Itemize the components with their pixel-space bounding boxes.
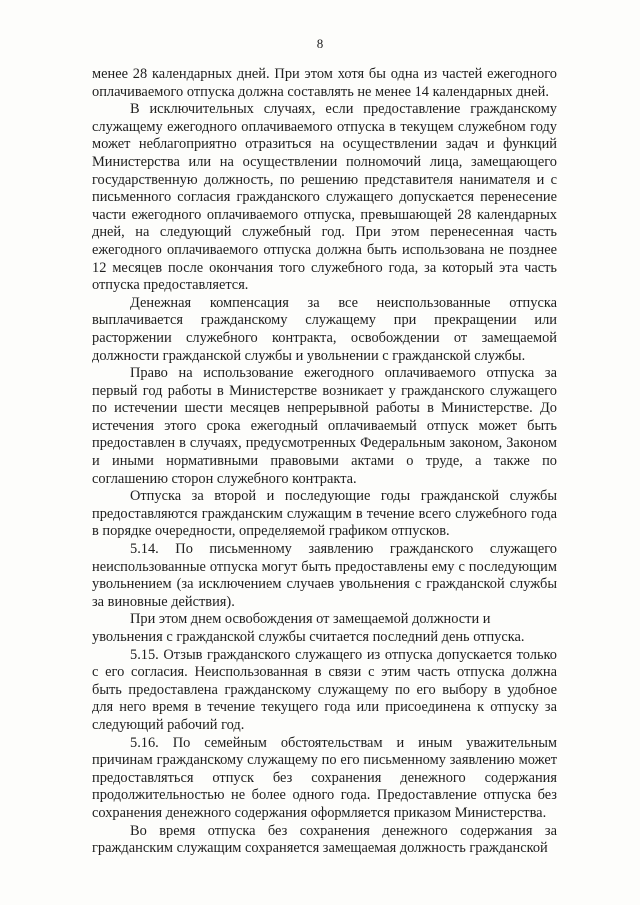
paragraph-transfer-of-leave: В исключительных случаях, если предоставление гражданскому служащему ежегодного оплачиваемого отпуска в текущем служебном году может неблагоприятно отразиться на осуществлении задач и функций Министерства или на осуществлении полномочий лица, замещающего государственную должность, по решению представителя нанимателя и с письменного согласия гражданского служащего допускается перенесение части ежегодного оплачиваемого отпуска, превышающей 28 календарных дней, на следующий служебный год. При этом перенесенная часть ежегодного оплачиваемого отпуска должна быть использована не позднее 12 месяцев после окончания того служебного года, за который эта часть отпуска предоставляется. (92, 101, 557, 294)
paragraph-release-day-line-1: При этом днем освобождения от замещаемой должности и (130, 611, 491, 628)
paragraph-first-year-leave: Право на использование ежегодного оплачиваемого отпуска за первый год работы в Министерстве возникает у гражданского служащего по истечении шести месяцев непрерывной работы в Министерстве. До истечения этого срока ежегодный оплачиваемый отпуск может быть предоставлен в случаях, предусмотренных Федеральным законом, Законом и иными нормативными правовыми актами о труде, а также по соглашению сторон служебного контракта. (92, 365, 557, 487)
paragraph-5-15: 5.15. Отзыв гражданского служащего из отпуска допускается только с его согласия. Неиспользованная в связи с этим часть отпуска должна быть предоставлена гражданскому служащему по его выбору в удобное для него время в течение текущего года или присоединена к отпуску за следующий рабочий год. (92, 646, 557, 733)
page-number: 8 (316, 36, 324, 51)
paragraph-subsequent-years-leave: Отпуска за второй и последующие годы гражданской службы предоставляются гражданским служащим в течение всего служебного года в порядке очередности, определяемой графиком отпусков. (92, 488, 557, 540)
paragraph-continuation: менее 28 календарных дней. При этом хотя бы одна из частей ежегодного оплачиваемого отпуска должна составлять не менее 14 календарных дней. (92, 66, 557, 100)
paragraph-5-16: 5.16. По семейным обстоятельствам и иным уважительным причинам гражданскому служащему по его письменному заявлению может предоставляться отпуск без сохранения денежного содержания продолжительностью не более одного года. Предоставление отпуска без сохранения денежного содержания оформляется приказом Министерства. (92, 734, 557, 821)
paragraph-5-14: 5.14. По письменному заявлению гражданского служащего неиспользованные отпуска могут быть предоставлены ему с последующим увольнением (за исключением случаев увольнения с гражданской службы за виновные действия). (92, 541, 557, 610)
paragraph-unpaid-leave-position: Во время отпуска без сохранения денежного содержания за гражданским служащим сохраняется замещаемая должность гражданской (92, 822, 557, 857)
paragraph-monetary-compensation: Денежная компенсация за все неиспользованные отпуска выплачивается гражданскому служащему при прекращении или расторжении служебного контракта, освобождении от замещаемой должности гражданской службы и увольнении с гражданской службы. (92, 294, 557, 364)
document-body (92, 66, 557, 858)
paragraph-release-day-line-2: увольнения с гражданской службы считается последний день отпуска. (92, 629, 525, 645)
